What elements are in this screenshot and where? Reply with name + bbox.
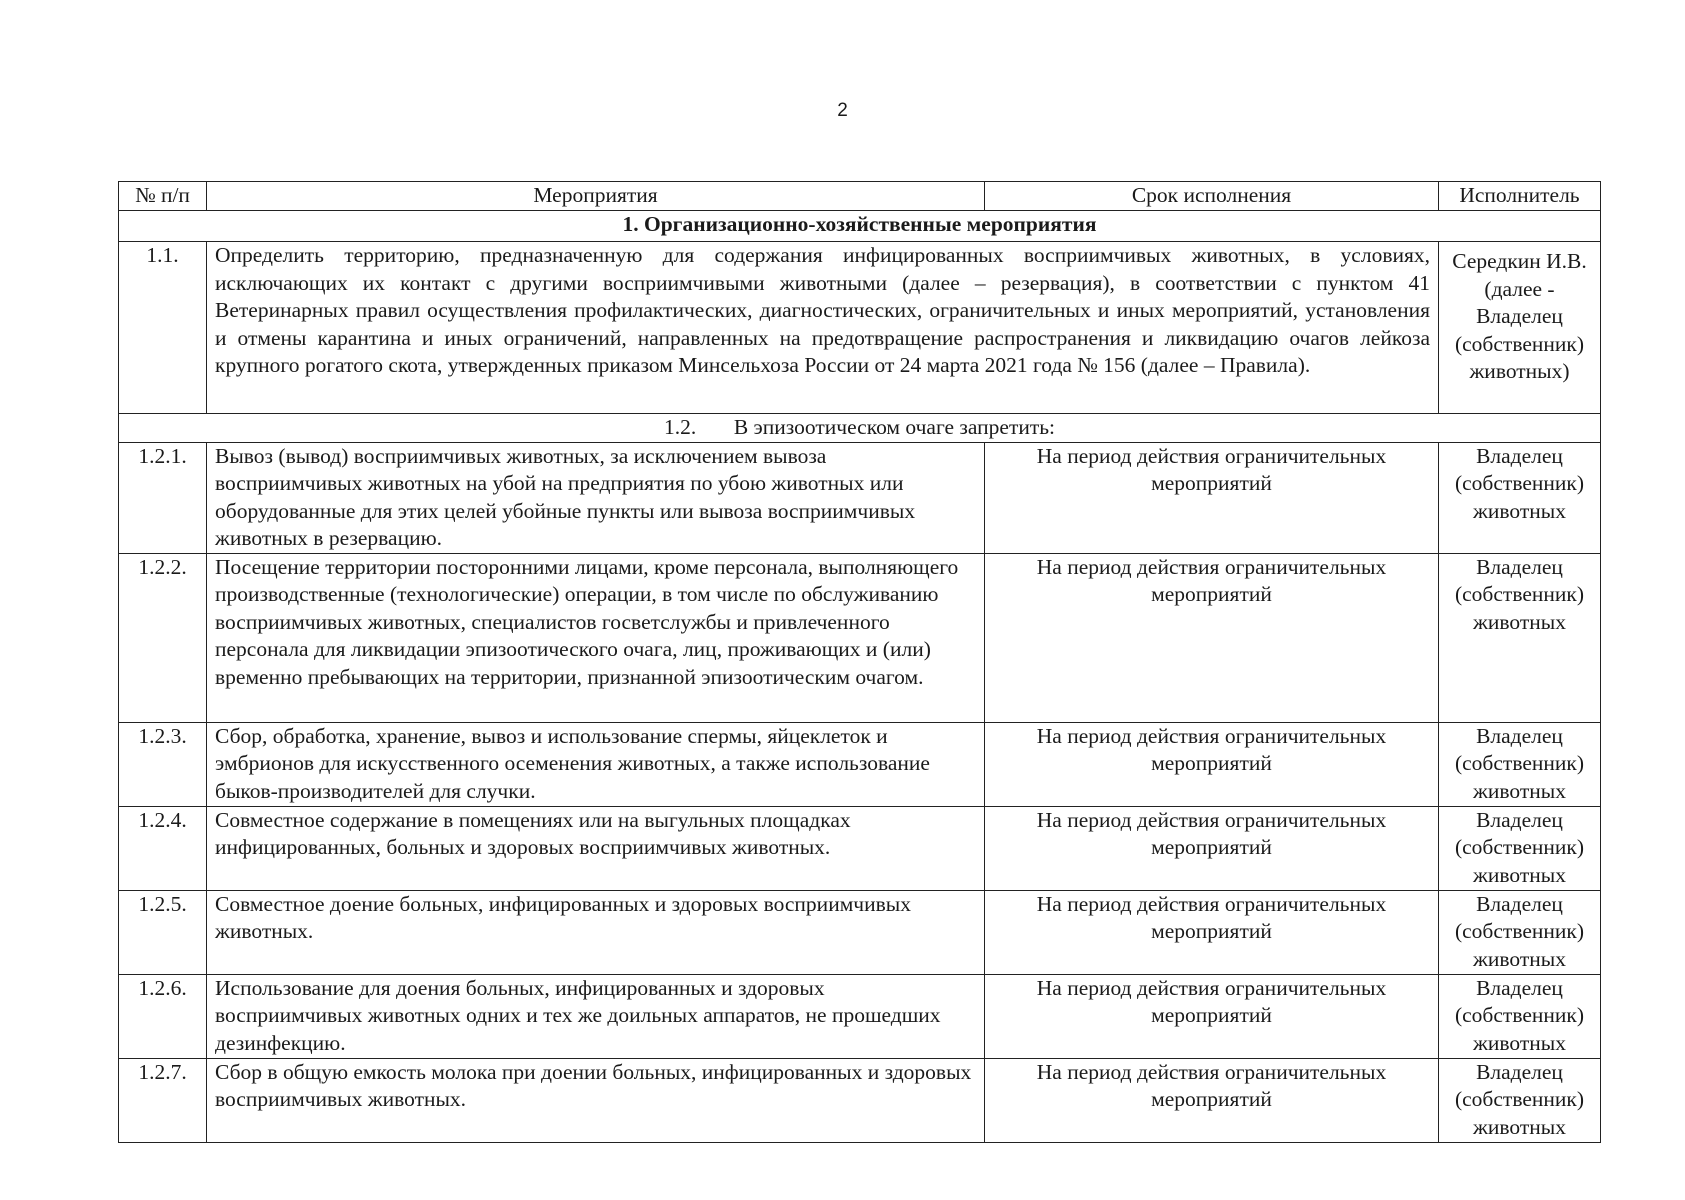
row-number: 1.2.5. <box>119 890 207 974</box>
row-activity: Вывоз (вывод) восприимчивых животных, за исключением вывоза восприимчивых животных на убой на предприятия по убою животных или оборудованные для этих целей убойные пункты или вывоза восприимчивых животных в резервацию. <box>207 442 985 553</box>
row-executor: Владелец (собственник) животных <box>1439 722 1601 806</box>
row-term: На период действия ограничительных мероприятий <box>985 806 1439 890</box>
subsection-row <box>119 414 1601 443</box>
row-executor: Владелец (собственник) животных <box>1439 553 1601 722</box>
row-number: 1.2.4. <box>119 806 207 890</box>
row-executor: Владелец (собственник) животных <box>1439 442 1601 553</box>
section-title: 1. Организационно-хозяйственные мероприятия <box>119 211 1601 242</box>
header-term: Срок исполнения <box>985 182 1439 211</box>
table-row <box>119 242 1601 414</box>
row-number: 1.1. <box>119 242 207 414</box>
row-activity: Совместное содержание в помещениях или на выгульных площадках инфицированных, больных и здоровых восприимчивых животных. <box>207 806 985 890</box>
row-activity: Сбор, обработка, хранение, вывоз и использование спермы, яйцеклеток и эмбрионов для искусственного осеменения животных, а также использование быков-производителей для случки. <box>207 722 985 806</box>
row-activity: Совместное доение больных, инфицированных и здоровых восприимчивых животных. <box>207 890 985 974</box>
row-executor: Владелец (собственник) животных <box>1439 890 1601 974</box>
table-header-row <box>119 182 1601 211</box>
row-executor: Владелец (собственник) животных <box>1439 974 1601 1058</box>
table-row <box>119 1058 1601 1142</box>
row-number: 1.2.3. <box>119 722 207 806</box>
page-number: 2 <box>837 100 848 121</box>
table-row <box>119 806 1601 890</box>
row-activity: Сбор в общую емкость молока при доении больных, инфицированных и здоровых восприимчивых животных. <box>207 1058 985 1142</box>
row-term: На период действия ограничительных мероприятий <box>985 1058 1439 1142</box>
row-term: На период действия ограничительных мероприятий <box>985 974 1439 1058</box>
subsection-text: В эпизоотическом очаге запретить: <box>733 415 1056 439</box>
row-number: 1.2.6. <box>119 974 207 1058</box>
row-number: 1.2.7. <box>119 1058 207 1142</box>
row-activity: Посещение территории посторонними лицами, кроме персонала, выполняющего производственные (технологические) операции, в том числе по обслуживанию восприимчивых животных, специалистов госветслужбы и привлеченного персонала для ликвидации эпизоотического очага, лиц, проживающих и (или) временно пребывающих на территории, признанной эпизоотическим очагом. <box>207 553 985 722</box>
row-executor: Середкин И.В. (далее - Владелец (собственник) животных) <box>1439 242 1601 414</box>
table-row <box>119 722 1601 806</box>
row-executor: Владелец (собственник) животных <box>1439 1058 1601 1142</box>
section-row <box>119 211 1601 242</box>
row-term: На период действия ограничительных мероприятий <box>985 442 1439 553</box>
measures-table <box>118 181 1601 1143</box>
header-num: № п/п <box>119 182 207 211</box>
header-executor: Исполнитель <box>1439 182 1601 211</box>
subsection-number: 1.2. <box>663 415 697 439</box>
row-activity: Определить территорию, предназначенную для содержания инфицированных восприимчивых животных, в условиях, исключающих их контакт с другими восприимчивыми животными (далее – резервация), в соответствии с пунктом 41 Ветеринарных правил осуществления профилактических, диагностических, ограничительных и иных мероприятий, установления и отмены карантина и иных ограничений, направленных на предотвращение распространения и ликвидацию очагов лейкоза крупного рогатого скота, утвержденных приказом Минсельхоза России от 24 марта 2021 года № 156 (далее – Правила). <box>207 242 1439 414</box>
table-row <box>119 890 1601 974</box>
row-number: 1.2.2. <box>119 553 207 722</box>
row-number: 1.2.1. <box>119 442 207 553</box>
table-row <box>119 442 1601 553</box>
table-row <box>119 974 1601 1058</box>
table-row <box>119 553 1601 722</box>
row-term: На период действия ограничительных мероприятий <box>985 890 1439 974</box>
subsection-title <box>119 414 1601 443</box>
row-activity: Использование для доения больных, инфицированных и здоровых восприимчивых животных одних и тех же доильных аппаратов, не прошедших дезинфекцию. <box>207 974 985 1058</box>
row-executor: Владелец (собственник) животных <box>1439 806 1601 890</box>
row-term: На период действия ограничительных мероприятий <box>985 722 1439 806</box>
row-term: На период действия ограничительных мероприятий <box>985 553 1439 722</box>
header-activity: Мероприятия <box>207 182 985 211</box>
